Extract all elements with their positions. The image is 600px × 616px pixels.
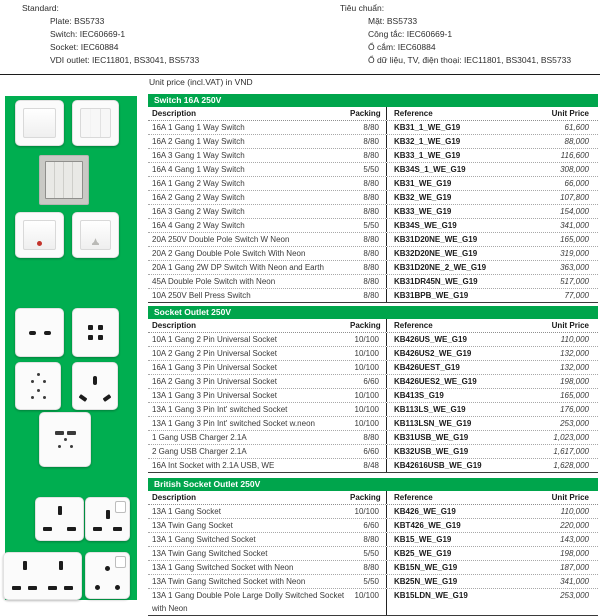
col-description: Description bbox=[152, 109, 197, 118]
cell-packing: 10/100 bbox=[354, 391, 379, 400]
13a-switched-socket-image bbox=[85, 497, 130, 541]
cell-reference: KB113LS_WE_G19 bbox=[386, 403, 531, 416]
col-unit-price: Unit Price bbox=[551, 321, 589, 330]
cell-packing: 6/60 bbox=[363, 377, 379, 386]
table-title-bar: Switch 16A 250V bbox=[148, 94, 598, 107]
cell-packing: 8/80 bbox=[363, 235, 379, 244]
cell-description: 13A Twin Gang Socket bbox=[152, 521, 233, 530]
table-row bbox=[148, 333, 598, 347]
cell-reference: KB31DR45N_WE_G19 bbox=[386, 275, 531, 288]
cell-reference: KBT426_WE_G19 bbox=[386, 519, 531, 532]
cell-packing: 10/100 bbox=[354, 335, 379, 344]
cell-packing: 8/80 bbox=[363, 263, 379, 272]
cell-unit-price: 77,000 bbox=[564, 291, 589, 300]
cell-packing: 10/100 bbox=[354, 507, 379, 516]
table-row bbox=[148, 431, 598, 445]
cell-description: 16A 1 Gang 1 Way Switch bbox=[152, 123, 245, 132]
cell-reference: KB426UEST_G19 bbox=[386, 361, 531, 374]
cell-reference: KB31D20NE_2_WE_G19 bbox=[386, 261, 531, 274]
cell-reference: KB31_1_WE_G19 bbox=[386, 121, 531, 134]
cell-description: 13A 1 Gang Switched Socket bbox=[152, 535, 256, 544]
cell-packing: 8/80 bbox=[363, 563, 379, 572]
standard-odulieu: Ổ dữ liệu, TV, điện thoại: IEC11801, BS3041, BS5733 bbox=[368, 55, 572, 65]
cell-reference: KB32USB_WE_G19 bbox=[386, 445, 531, 458]
cell-packing: 6/60 bbox=[363, 521, 379, 530]
cell-unit-price: 253,000 bbox=[560, 591, 589, 600]
cell-unit-price: 319,000 bbox=[560, 249, 589, 258]
cell-unit-price: 165,000 bbox=[560, 235, 589, 244]
cell-reference: KB426US_WE_G19 bbox=[386, 333, 531, 346]
cell-unit-price: 220,000 bbox=[560, 521, 589, 530]
col-unit-price: Unit Price bbox=[551, 493, 589, 502]
cell-packing: 10/100 bbox=[354, 349, 379, 358]
cell-reference: KB31_WE_G19 bbox=[386, 177, 531, 190]
cell-reference: KB34S_1_WE_G19 bbox=[386, 163, 531, 176]
cell-packing: 8/80 bbox=[363, 433, 379, 442]
standard-vdi: VDI outlet: IEC11801, BS3041, BS5733 bbox=[50, 55, 200, 65]
cell-description: 16A 3 Gang 1 Way Switch bbox=[152, 151, 245, 160]
table-row bbox=[148, 575, 598, 589]
cell-packing: 8/80 bbox=[363, 277, 379, 286]
cell-unit-price: 198,000 bbox=[560, 377, 589, 386]
cell-packing: 10/100 bbox=[354, 419, 379, 428]
table-row bbox=[148, 177, 598, 191]
cell-packing: 8/80 bbox=[363, 151, 379, 160]
table-header-row bbox=[148, 107, 598, 121]
table-row bbox=[148, 135, 598, 149]
cell-description: 16A 3 Gang 2 Way Switch bbox=[152, 207, 245, 216]
cell-reference: KB34S_WE_G19 bbox=[386, 219, 531, 232]
standard-switch: Switch: IEC60669-1 bbox=[50, 29, 126, 39]
table-rows bbox=[148, 333, 598, 473]
divider-rule bbox=[0, 74, 600, 75]
cell-packing: 8/80 bbox=[363, 535, 379, 544]
table-title-bar: British Socket Outlet 250V bbox=[148, 478, 598, 491]
table-row bbox=[148, 233, 598, 247]
bell-press-switch-image bbox=[72, 212, 119, 258]
3-gang-switch-image bbox=[72, 100, 119, 146]
cell-description: 16A 2 Gang 3 Pin Universal Socket bbox=[152, 377, 277, 386]
cell-description: 10A 1 Gang 2 Pin Universal Socket bbox=[152, 335, 277, 344]
table-row bbox=[148, 589, 598, 616]
cell-description: 2 Gang USB Charger 2.1A bbox=[152, 447, 247, 456]
cell-unit-price: 110,000 bbox=[560, 335, 589, 344]
4-gang-switch-photo bbox=[39, 155, 89, 205]
cell-description: 20A 2 Gang Double Pole Switch With Neon bbox=[152, 249, 306, 258]
cell-description: 13A 1 Gang Switched Socket with Neon bbox=[152, 563, 294, 572]
col-reference: Reference bbox=[386, 491, 531, 504]
table-row bbox=[148, 519, 598, 533]
cell-packing: 5/50 bbox=[363, 577, 379, 586]
table-row bbox=[148, 205, 598, 219]
cell-unit-price: 132,000 bbox=[560, 349, 589, 358]
table-row bbox=[148, 561, 598, 575]
cell-packing: 10/100 bbox=[354, 405, 379, 414]
col-description: Description bbox=[152, 321, 197, 330]
cell-unit-price: 143,000 bbox=[560, 535, 589, 544]
cell-reference: KB31BPB_WE_G19 bbox=[386, 289, 531, 302]
cell-description: 45A Double Pole Switch with Neon bbox=[152, 277, 276, 286]
cell-packing: 6/60 bbox=[363, 447, 379, 456]
cell-reference: KB25_WE_G19 bbox=[386, 547, 531, 560]
cell-description: 16A 4 Gang 2 Way Switch bbox=[152, 221, 245, 230]
cell-unit-price: 341,000 bbox=[560, 221, 589, 230]
cell-description: 16A 1 Gang 2 Way Switch bbox=[152, 179, 245, 188]
cell-reference: KB32_1_WE_G19 bbox=[386, 135, 531, 148]
cell-unit-price: 1,023,000 bbox=[553, 433, 589, 442]
table-row bbox=[148, 375, 598, 389]
cell-description: 1 Gang USB Charger 2.1A bbox=[152, 433, 247, 442]
cell-reference: KB33_WE_G19 bbox=[386, 205, 531, 218]
table-header-row bbox=[148, 319, 598, 333]
cell-unit-price: 154,000 bbox=[560, 207, 589, 216]
standards-title-en: Standard: bbox=[22, 3, 59, 13]
cell-reference: KB42616USB_WE_G19 bbox=[386, 459, 531, 472]
cell-unit-price: 88,000 bbox=[564, 137, 589, 146]
cell-packing: 8/48 bbox=[363, 461, 379, 470]
cell-packing: 5/50 bbox=[363, 165, 379, 174]
13a-twin-gang-socket-image bbox=[3, 552, 82, 600]
cell-packing: 8/80 bbox=[363, 137, 379, 146]
standard-socket: Socket: IEC60884 bbox=[50, 42, 119, 52]
cell-packing: 8/80 bbox=[363, 179, 379, 188]
cell-unit-price: 176,000 bbox=[560, 405, 589, 414]
price-note: Unit price (incl.VAT) in VND bbox=[149, 77, 253, 87]
cell-description: 13A Twin Gang Switched Socket with Neon bbox=[152, 577, 306, 586]
cell-description: 16A Int Socket with 2.1A USB, WE bbox=[152, 461, 275, 470]
cell-description: 13A 1 Gang Double Pole Large Dolly Switched Socket with Neon bbox=[152, 591, 345, 613]
2-gang-2-pin-socket-image bbox=[72, 308, 119, 357]
table-row bbox=[148, 219, 598, 233]
cell-packing: 5/50 bbox=[363, 549, 379, 558]
table-header-row bbox=[148, 491, 598, 505]
table-row bbox=[148, 347, 598, 361]
cell-unit-price: 1,617,000 bbox=[553, 447, 589, 456]
cell-description: 16A 1 Gang 3 Pin Universal Socket bbox=[152, 363, 277, 372]
cell-unit-price: 517,000 bbox=[560, 277, 589, 286]
table-row bbox=[148, 261, 598, 275]
cell-unit-price: 61,600 bbox=[564, 123, 589, 132]
cell-reference: KB426UES2_WE_G19 bbox=[386, 375, 531, 388]
cell-unit-price: 198,000 bbox=[560, 549, 589, 558]
cell-description: 13A 1 Gang 3 Pin Int' switched Socket bbox=[152, 405, 288, 414]
cell-unit-price: 107,800 bbox=[560, 193, 589, 202]
cell-unit-price: 341,000 bbox=[560, 577, 589, 586]
cell-unit-price: 116,600 bbox=[560, 151, 589, 160]
table-row bbox=[148, 247, 598, 261]
cell-unit-price: 132,000 bbox=[560, 363, 589, 372]
table-row bbox=[148, 275, 598, 289]
cell-description: 16A 2 Gang 1 Way Switch bbox=[152, 137, 245, 146]
standards-title-vi: Tiêu chuẩn: bbox=[340, 3, 385, 13]
cell-packing: 8/80 bbox=[363, 123, 379, 132]
standard-plate: Plate: BS5733 bbox=[50, 16, 105, 26]
standard-congtac: Công tắc: IEC60669-1 bbox=[368, 29, 453, 39]
cell-description: 20A 1 Gang 2W DP Switch With Neon and Earth bbox=[152, 263, 324, 272]
cell-packing: 8/80 bbox=[363, 193, 379, 202]
2-pin-socket-image bbox=[15, 308, 64, 357]
socket-outlet-table bbox=[148, 306, 598, 473]
standard-ocam: Ổ cắm: IEC60884 bbox=[368, 42, 436, 52]
table-row bbox=[148, 163, 598, 177]
table-row bbox=[148, 547, 598, 561]
cell-description: 13A Twin Gang Switched Socket bbox=[152, 549, 268, 558]
table-row bbox=[148, 403, 598, 417]
cell-reference: KB413S_G19 bbox=[386, 389, 531, 402]
table-row bbox=[148, 459, 598, 473]
table-row bbox=[148, 445, 598, 459]
switch-table bbox=[148, 94, 598, 303]
cell-unit-price: 110,000 bbox=[560, 507, 589, 516]
col-description: Description bbox=[152, 493, 197, 502]
cell-reference: KB426US2_WE_G19 bbox=[386, 347, 531, 360]
cell-description: 20A 250V Double Pole Switch W Neon bbox=[152, 235, 290, 244]
cell-description: 13A 1 Gang 3 Pin Universal Socket bbox=[152, 391, 277, 400]
cell-reference: KB33_1_WE_G19 bbox=[386, 149, 531, 162]
table-rows bbox=[148, 505, 598, 616]
standard-mat: Mặt: BS5733 bbox=[368, 16, 418, 26]
table-row bbox=[148, 191, 598, 205]
cell-reference: KB15_WE_G19 bbox=[386, 533, 531, 546]
col-packing: Packing bbox=[350, 493, 381, 502]
table-row bbox=[148, 361, 598, 375]
table-row bbox=[148, 505, 598, 519]
table-row bbox=[148, 389, 598, 403]
cell-reference: KB31D20NE_WE_G19 bbox=[386, 233, 531, 246]
cell-unit-price: 187,000 bbox=[560, 563, 589, 572]
cell-reference: KB32D20NE_WE_G19 bbox=[386, 247, 531, 260]
cell-reference: KB15LDN_WE_G19 bbox=[386, 589, 531, 615]
neon-switch-image bbox=[15, 212, 64, 258]
cell-reference: KB25N_WE_G19 bbox=[386, 575, 531, 588]
col-reference: Reference bbox=[386, 107, 531, 120]
cell-packing: 5/50 bbox=[363, 221, 379, 230]
cell-packing: 8/80 bbox=[363, 249, 379, 258]
cell-description: 10A 2 Gang 2 Pin Universal Socket bbox=[152, 349, 277, 358]
table-row bbox=[148, 289, 598, 303]
cell-reference: KB426_WE_G19 bbox=[386, 505, 531, 518]
universal-multi-pin-socket-image bbox=[15, 362, 61, 410]
cell-description: 13A 1 Gang 3 Pin Int' switched Socket w.neon bbox=[152, 419, 315, 428]
col-reference: Reference bbox=[386, 319, 531, 332]
product-photo-sidebar bbox=[5, 96, 137, 600]
standards-vietnamese bbox=[340, 2, 571, 67]
british-socket-table bbox=[148, 478, 598, 616]
1-gang-switch-image bbox=[15, 100, 64, 146]
cell-packing: 8/80 bbox=[363, 207, 379, 216]
usb-charger-socket-image bbox=[39, 412, 91, 467]
cell-reference: KB113LSN_WE_G19 bbox=[386, 417, 531, 430]
col-packing: Packing bbox=[350, 109, 381, 118]
table-row bbox=[148, 417, 598, 431]
13a-1-gang-socket-image bbox=[35, 497, 84, 541]
col-packing: Packing bbox=[350, 321, 381, 330]
cell-unit-price: 253,000 bbox=[560, 419, 589, 428]
cell-unit-price: 308,000 bbox=[560, 165, 589, 174]
cell-unit-price: 1,628,000 bbox=[553, 461, 589, 470]
cell-description: 16A 4 Gang 1 Way Switch bbox=[152, 165, 245, 174]
table-rows bbox=[148, 121, 598, 303]
cell-packing: 8/80 bbox=[363, 291, 379, 300]
table-row bbox=[148, 533, 598, 547]
cell-description: 10A 250V Bell Press Switch bbox=[152, 291, 251, 300]
cell-reference: KB15N_WE_G19 bbox=[386, 561, 531, 574]
cell-reference: KB32_WE_G19 bbox=[386, 191, 531, 204]
standards-english bbox=[22, 2, 199, 67]
col-unit-price: Unit Price bbox=[551, 109, 589, 118]
cell-unit-price: 165,000 bbox=[560, 391, 589, 400]
cell-packing: 10/100 bbox=[354, 591, 379, 600]
table-row bbox=[148, 149, 598, 163]
round-pin-switched-socket-image bbox=[85, 552, 130, 599]
table-row bbox=[148, 121, 598, 135]
cell-packing: 10/100 bbox=[354, 363, 379, 372]
cell-unit-price: 66,000 bbox=[564, 179, 589, 188]
cell-description: 13A 1 Gang Socket bbox=[152, 507, 221, 516]
table-title-bar: Socket Outlet 250V bbox=[148, 306, 598, 319]
cell-unit-price: 363,000 bbox=[560, 263, 589, 272]
cell-reference: KB31USB_WE_G19 bbox=[386, 431, 531, 444]
3-pin-universal-socket-image bbox=[72, 362, 118, 410]
cell-description: 16A 2 Gang 2 Way Switch bbox=[152, 193, 245, 202]
